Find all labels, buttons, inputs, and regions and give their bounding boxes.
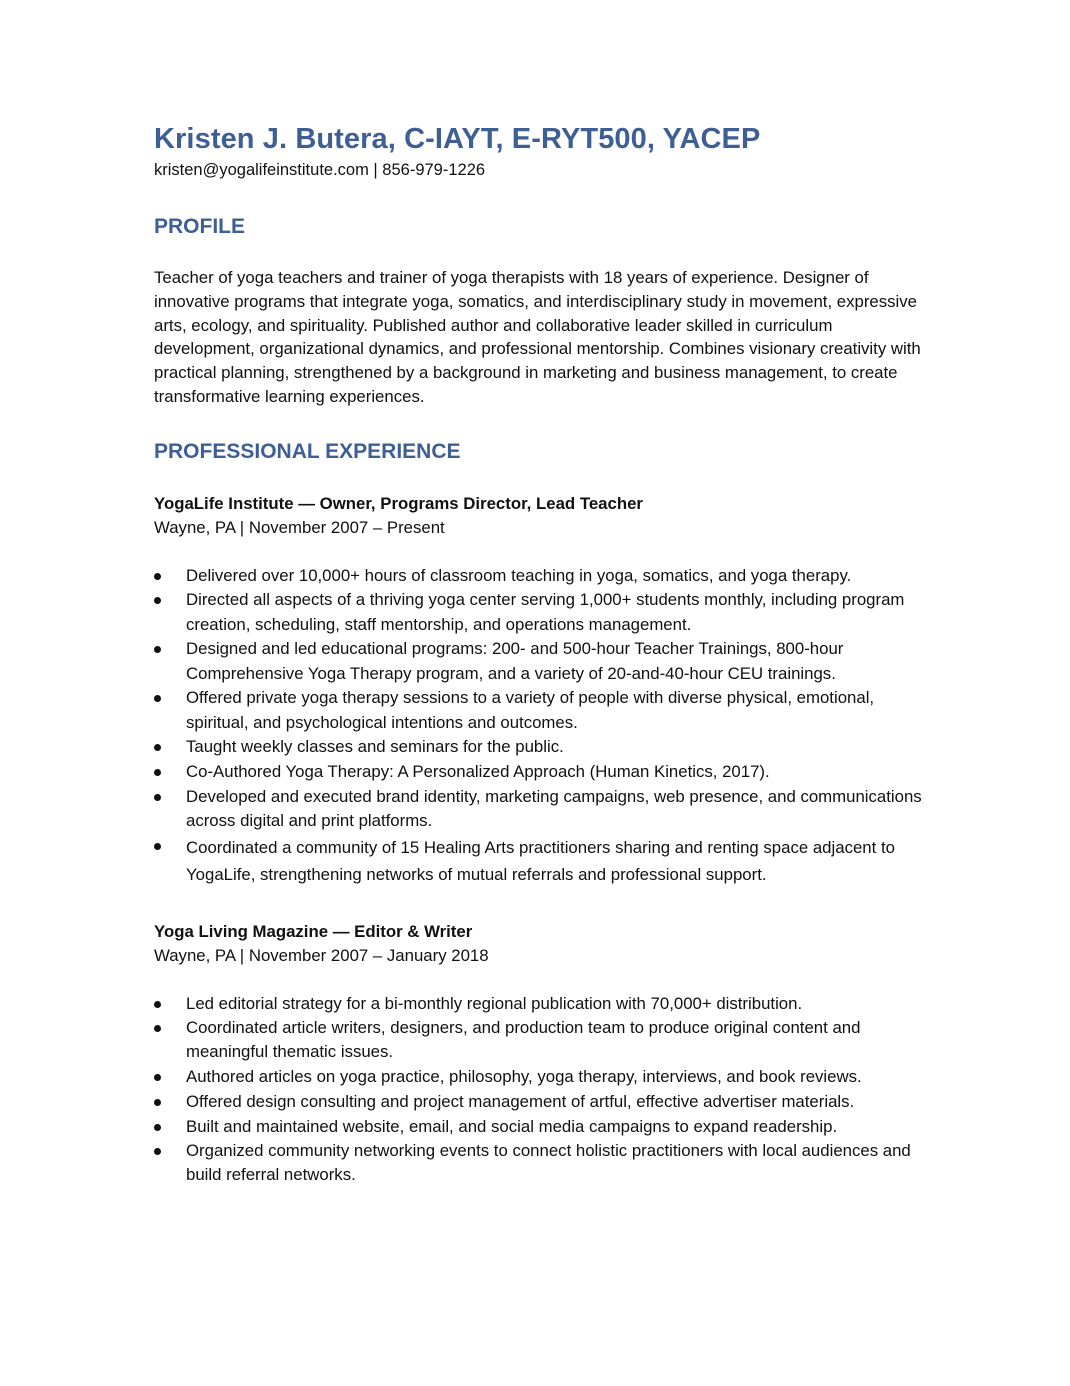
bullet-text: Offered design consulting and project management of artful, effective advertiser materials. — [186, 1091, 855, 1111]
bullet-icon — [154, 769, 161, 776]
bullet-icon — [154, 1025, 161, 1032]
resume-page — [154, 120, 924, 1188]
bullet-item — [154, 1115, 924, 1139]
bullet-text: Developed and executed brand identity, marketing campaigns, web presence, and communications across digital and print platforms. — [186, 786, 922, 830]
bullet-icon — [154, 843, 161, 850]
bullet-item — [154, 1016, 924, 1064]
bullet-text: Designed and led educational programs: 200- and 500-hour Teacher Trainings, 800-hour Comprehensive Yoga Therapy program, and a variety of 20-and-40-hour CEU trainings. — [186, 639, 844, 683]
bullet-text: Authored articles on yoga practice, philosophy, yoga therapy, interviews, and book reviews. — [186, 1067, 862, 1087]
bullet-text: Co-Authored Yoga Therapy: A Personalized Approach (Human Kinetics, 2017). — [186, 761, 770, 781]
bullet-text: Delivered over 10,000+ hours of classroom teaching in yoga, somatics, and yoga therapy. — [186, 565, 852, 585]
bullet-icon — [154, 1124, 161, 1131]
bullet-item — [154, 637, 924, 685]
bullet-icon — [154, 794, 161, 801]
bullet-icon — [154, 744, 161, 751]
bullet-item — [154, 992, 924, 1016]
bullet-icon — [154, 695, 161, 702]
contact-line: kristen@yogalifeinstitute.com | 856-979-1226 — [154, 161, 486, 179]
bullet-text: Coordinated a community of 15 Healing Arts practitioners sharing and renting space adjacent to YogaLife, strengthening networks of mutual referrals and professional support. — [186, 837, 895, 884]
bullet-icon — [154, 1148, 161, 1155]
bullet-text: Coordinated article writers, designers, and production team to produce original content and meaningful thematic issues. — [186, 1018, 861, 1062]
bullet-item — [154, 785, 924, 833]
bullet-text: Directed all aspects of a thriving yoga center serving 1,000+ students monthly, including program creation, scheduling, staff mentorship, and operations management. — [186, 590, 905, 634]
bullet-icon — [154, 1001, 161, 1008]
bullet-item — [154, 760, 924, 784]
bullet-icon — [154, 597, 161, 604]
job-bullet-list — [154, 992, 924, 1188]
bullet-item — [154, 686, 924, 734]
job-title: Yoga Living Magazine — Editor & Writer — [154, 921, 473, 941]
bullet-item — [154, 1139, 924, 1187]
bullet-text: Built and maintained website, email, and social media campaigns to expand readership. — [186, 1116, 838, 1136]
job-location-dates: Wayne, PA | November 2007 – Present — [154, 517, 445, 537]
experience-heading: PROFESSIONAL EXPERIENCE — [154, 439, 461, 463]
job-bullet-list — [154, 564, 924, 888]
bullet-icon — [154, 1074, 161, 1081]
job-entry-yogalife — [154, 492, 924, 888]
job-entry-yoga-living — [154, 920, 924, 1188]
bullet-item — [154, 735, 924, 759]
bullet-item — [154, 834, 924, 888]
job-location-dates: Wayne, PA | November 2007 – January 2018 — [154, 945, 489, 965]
profile-summary: Teacher of yoga teachers and trainer of yoga therapists with 18 years of experience. Designer of innovative programs that integrate yoga, somatics, and interdisciplinary study in movement, expressive arts, ecology, and spirituality. Published author and collaborative leader skilled in curriculum development, organizational dynamics, and professional mentorship. Combines visionary creativity with practical planning, strengthened by a background in marketing and business management, to create transformative learning experiences. — [154, 268, 921, 406]
bullet-item — [154, 1065, 924, 1089]
bullet-item — [154, 1090, 924, 1114]
bullet-text: Offered private yoga therapy sessions to a variety of people with diverse physical, emotional, spiritual, and psychological intentions and outcomes. — [186, 688, 875, 732]
candidate-name: Kristen J. Butera, C-IAYT, E-RYT500, YACEP — [154, 123, 761, 155]
bullet-item — [154, 564, 924, 588]
bullet-text: Led editorial strategy for a bi-monthly regional publication with 70,000+ distribution. — [186, 993, 803, 1013]
bullet-icon — [154, 1099, 161, 1106]
bullet-icon — [154, 646, 161, 653]
bullet-text: Taught weekly classes and seminars for the public. — [186, 737, 564, 757]
bullet-item — [154, 588, 924, 636]
job-title: YogaLife Institute — Owner, Programs Director, Lead Teacher — [154, 493, 643, 513]
bullet-text: Organized community networking events to connect holistic practitioners with local audiences and build referral networks. — [186, 1141, 911, 1185]
bullet-icon — [154, 573, 161, 580]
profile-heading: PROFILE — [154, 215, 246, 238]
